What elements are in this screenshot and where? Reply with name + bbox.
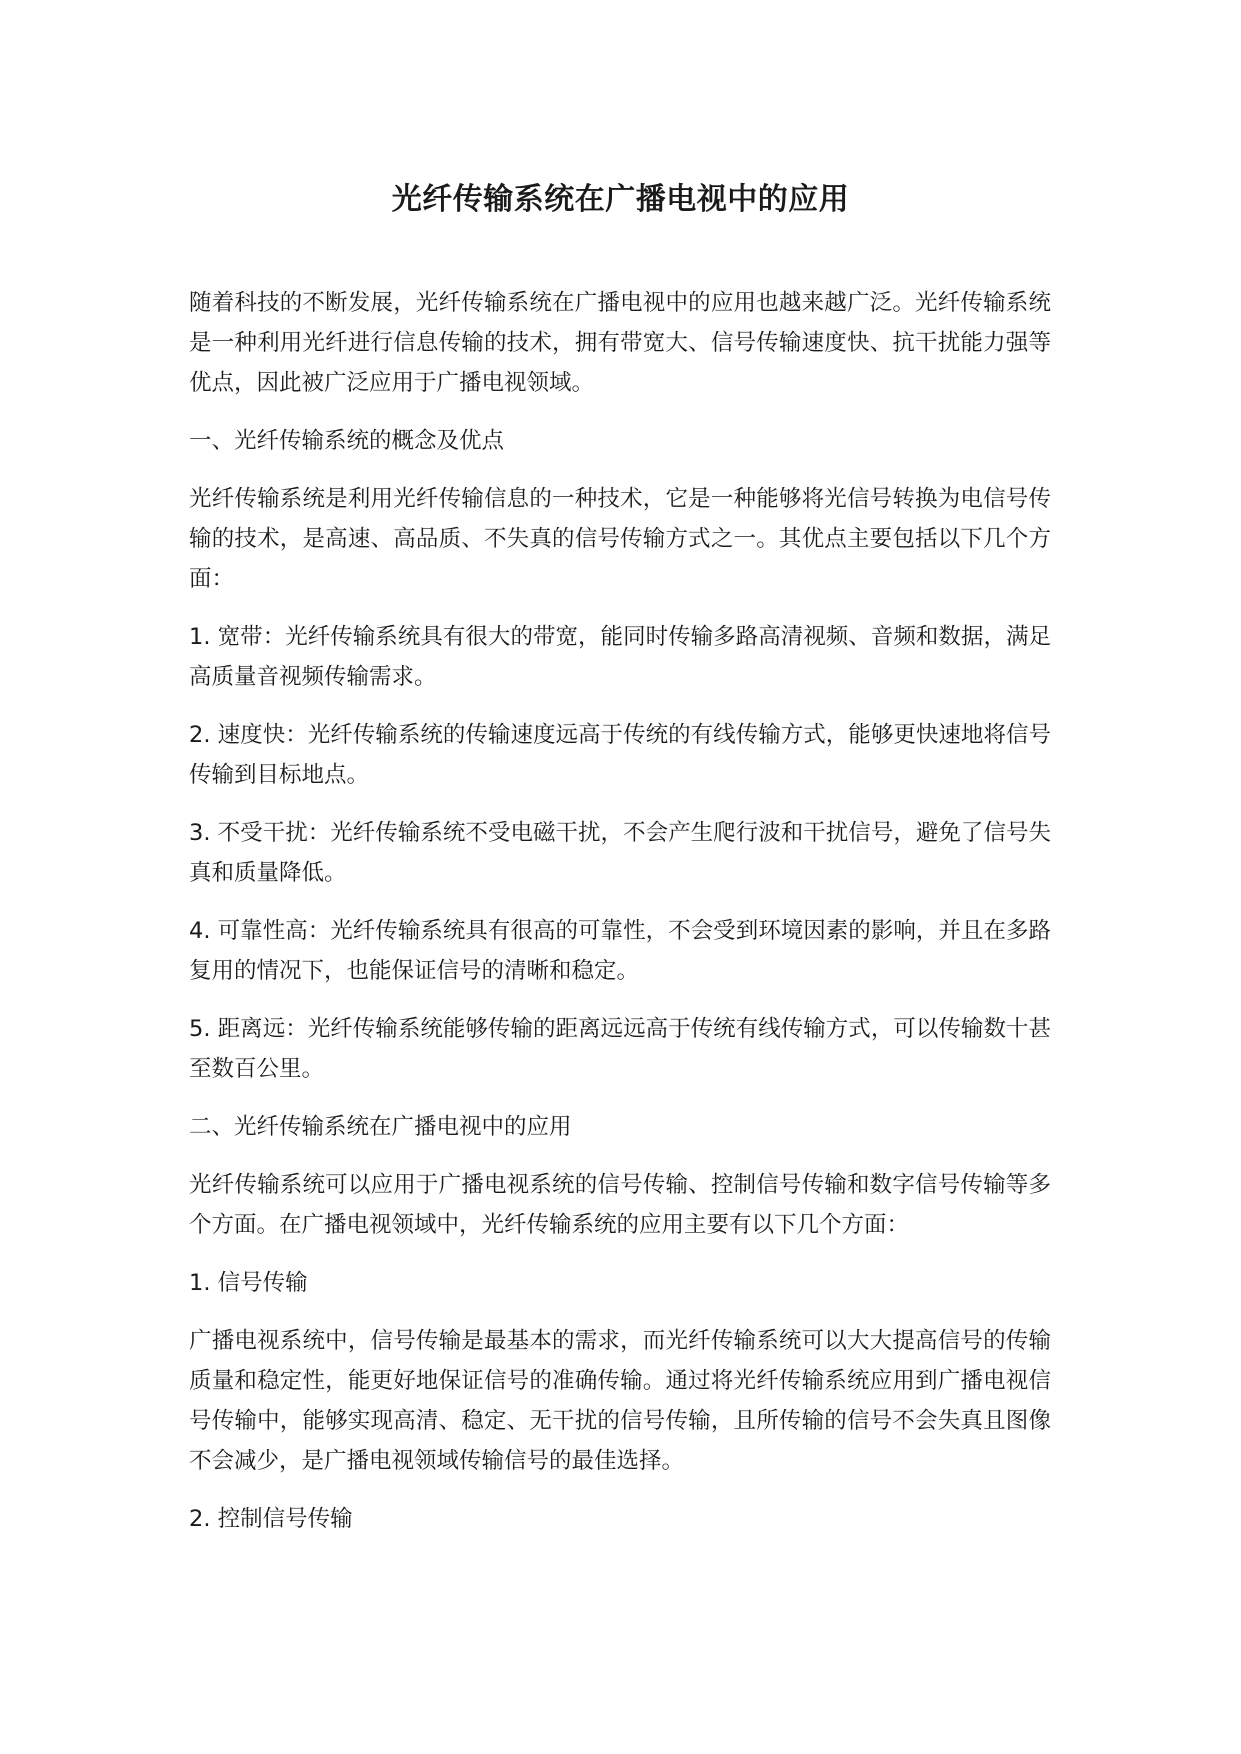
subheading-signal-transmission: 1. 信号传输 [189, 1270, 308, 1296]
subheading-control-signal: 2. 控制信号传输 [189, 1506, 353, 1532]
paragraph: 广播电视系统中，信号传输是最基本的需求，而光纤传输系统可以大大提高信号的传输质量和稳定性，能更好地保证信号的准确传输。通过将光纤传输系统应用到广播电视信号传输中，能够实现高清、稳定、无干扰的信号传输，且所传输的信号不会失真且图像不会减少，是广播电视领域传输信号的最佳选择。 [189, 1328, 1051, 1474]
document-body [189, 283, 1051, 1557]
paragraph: 光纤传输系统是利用光纤传输信息的一种技术，它是一种能够将光信号转换为电信号传输的技术，是高速、高品质、不失真的信号传输方式之一。其优点主要包括以下几个方面： [189, 486, 1051, 592]
list-item-distance: 5. 距离远：光纤传输系统能够传输的距离远远高于传统有线传输方式，可以传输数十甚至数百公里。 [189, 1016, 1051, 1082]
intro-paragraph: 随着科技的不断发展，光纤传输系统在广播电视中的应用也越来越广泛。光纤传输系统是一种利用光纤进行信息传输的技术，拥有带宽大、信号传输速度快、抗干扰能力强等优点，因此被广泛应用于广播电视领域。 [189, 290, 1051, 396]
paragraph: 光纤传输系统可以应用于广播电视系统的信号传输、控制信号传输和数字信号传输等多个方面。在广播电视领域中，光纤传输系统的应用主要有以下几个方面： [189, 1172, 1051, 1238]
document-title: 光纤传输系统在广播电视中的应用 [391, 182, 850, 217]
list-item-speed: 2. 速度快：光纤传输系统的传输速度远高于传统的有线传输方式，能够更快速地将信号传输到目标地点。 [189, 722, 1051, 788]
section-heading-2: 二、光纤传输系统在广播电视中的应用 [189, 1114, 572, 1140]
list-item-interference: 3. 不受干扰：光纤传输系统不受电磁干扰，不会产生爬行波和干扰信号，避免了信号失真和质量降低。 [189, 820, 1051, 886]
section-heading-1: 一、光纤传输系统的概念及优点 [189, 428, 505, 454]
list-item-reliability: 4. 可靠性高：光纤传输系统具有很高的可靠性，不会受到环境因素的影响，并且在多路复用的情况下，也能保证信号的清晰和稳定。 [189, 918, 1051, 984]
list-item-broadband: 1. 宽带：光纤传输系统具有很大的带宽，能同时传输多路高清视频、音频和数据，满足高质量音视频传输需求。 [189, 624, 1051, 690]
